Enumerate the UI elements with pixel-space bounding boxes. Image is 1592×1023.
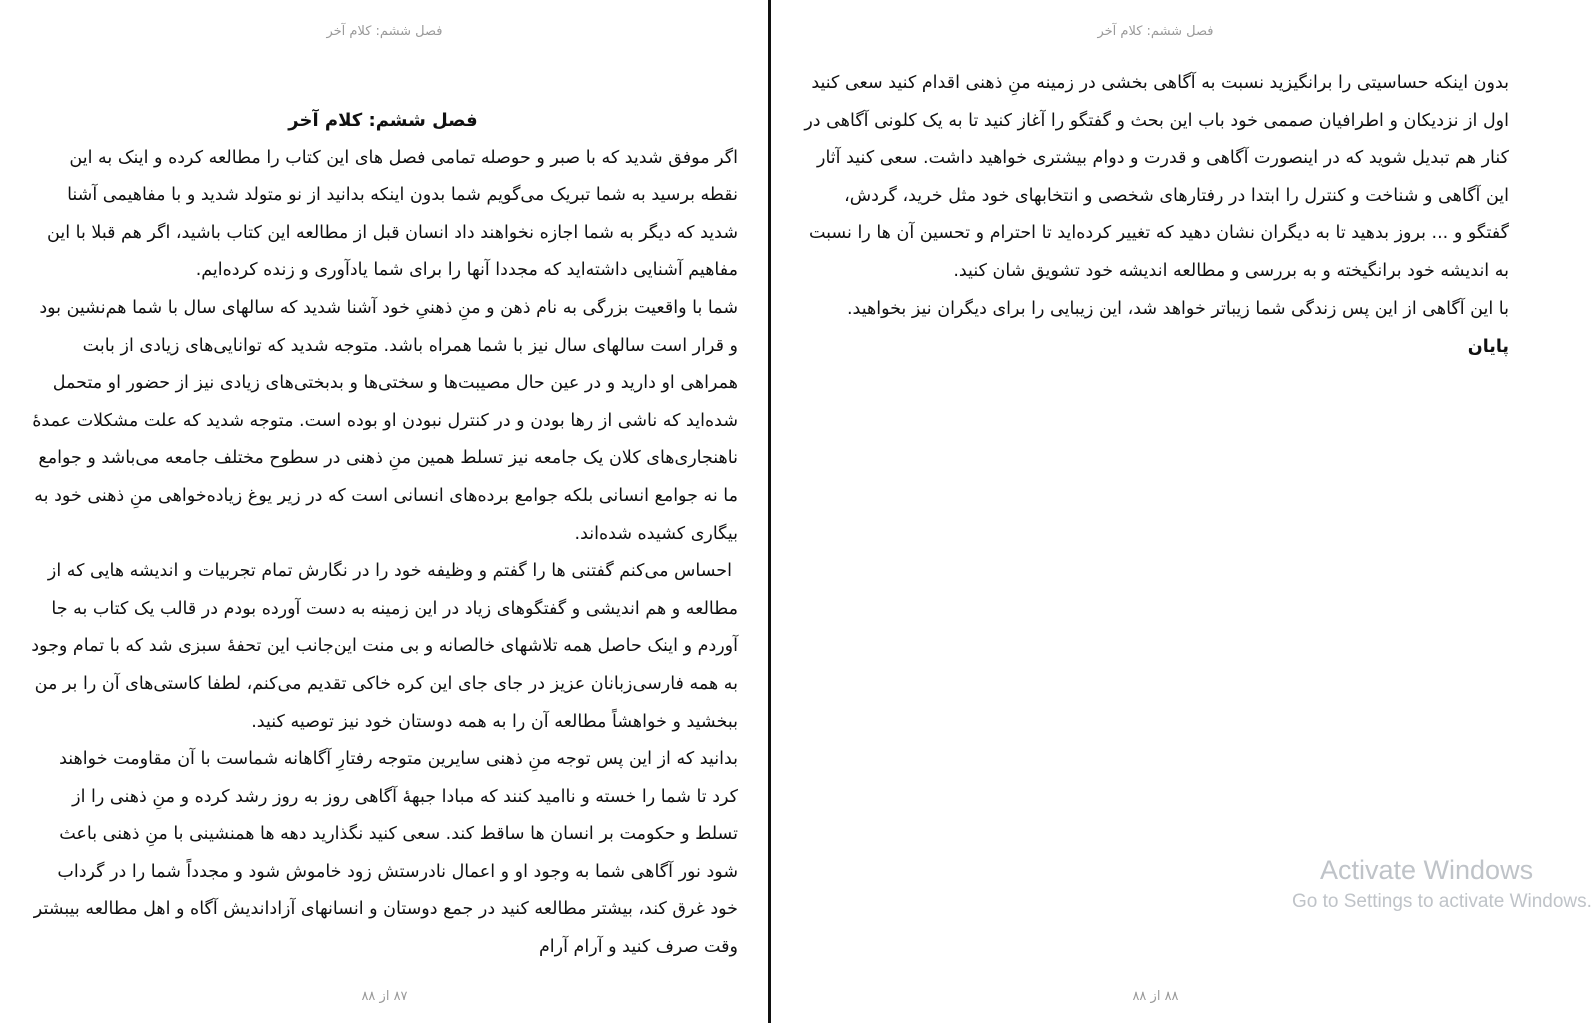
right-page-body xyxy=(804,65,1509,367)
right-paragraph-2: با این آگاهی از این پس زندگی شما زیباتر خواهد شد، این زیبایی را برای دیگران نیز بخواهید. xyxy=(846,298,1509,319)
left-page-body xyxy=(28,102,738,967)
left-paragraph-3: احساس می‌کنم گفتنی ها را گفتم و وظیفه خود را در نگارش تمام تجربیات و اندیشه هایی که از مطالعه و هم اندیشی و گفتگوهای زیاد در این زمینه به دست آورده بودم در قالب یک کتاب به جا آوردم و اینک حاصل همه تلاشهای خالصانه و بی منت این‌جانب این تحفهٔ سبزی شد که با تمام وجود به همه فارسی‌زبانان عزیز در جای جای این کره خاکی تقدیم می‌کنم، لطفا کاستی‌های آن را بر من ببخشید و خواهشاً مطالعه آن را به همه دوستان خود نیز توصیه کنید. xyxy=(31,561,738,732)
left-paragraph-1: اگر موفق شدید که با صبر و حوصله تمامی فصل های این کتاب را مطالعه کرده و اینک به این نقطه برسید به شما تبریک می‌گویم شما بدون اینکه بدانید از نو متولد شدید و با مفاهیمی آشنا شدید که دیگر به شما اجازه نخواهند داد انسان قبل از مطالعه این کتاب باشید، اگر هم قبلا با این مفاهیم آشنایی داشته‌اید که مجددا آنها را برای شما یادآوری و زنده کرده‌ایم. xyxy=(47,147,738,281)
watermark-title: Activate Windows xyxy=(1320,855,1534,885)
activate-windows-watermark xyxy=(1292,852,1592,916)
left-running-header: فصل ششم: کلام آخر xyxy=(326,24,443,39)
chapter-title: فصل ششم: کلام آخر xyxy=(288,110,478,131)
left-page-number: ۸۷ از ۸۸ xyxy=(361,989,408,1004)
right-running-header: فصل ششم: کلام آخر xyxy=(1097,24,1214,39)
left-paragraph-4: بدانید که از این پس توجه منِ ذهنی سایرین متوجه رفتارِ آگاهانه شماست با آن مقاومت خواهند کرد تا شما را خسته و ناامید کنند که مبادا جبههٔ آگاهی روز به روز رشد کرده و منِ ذهنی را از تسلط و حکومت بر انسان ها ساقط کند. سعی کنید نگذارید دهه ها همنشینی با منِ ذهنی باعث شود نور آگاهی شما به وجود او و اعمال نادرستش زود خاموش شود و مجدداً شما را در گرداب خود غرق کند، بیشتر مطالعه کنید در جمع دوستان و انسانهای آزاداندیش آگاه و اهل مطالعه بیبشتر وقت صرف کنید و آرام آرام xyxy=(33,749,738,958)
right-page-number: ۸۸ از ۸۸ xyxy=(1132,989,1179,1004)
end-mark: پایان xyxy=(1467,337,1509,358)
left-paragraph-2: شما با واقعیت بزرگی به نام ذهن و منِ ذهنیِ خود آشنا شدید که سالهای سال با شما هم‌نشین بود و قرار است سالهای سال نیز با شما همراه باشد. متوجه شدید که توانایی‌های زیادی از بابت همراهی او دارید و در عین حال مصیبت‌ها و سختی‌ها و بدبختی‌های زیادی نیز از حضور او متحمل شده‌اید که ناشی از رها بودن و در کنترل نبودن او بوده است. متوجه شدید که علت مشکلات عمدهٔ ناهنجاری‌های کلان یک جامعه نیز تسلط همین منِ ذهنی در سطوح مختلف جامعه می‌باشد و جوامع ما نه جوامع انسانی بلکه جوامع برده‌های انسانی است که در زیر یوغ زیاده‌خواهی منِ ذهنی خود به بیگاری کشیده شده‌اند. xyxy=(32,297,738,544)
watermark-subtitle: Go to Settings to activate Windows. xyxy=(1292,891,1592,912)
right-paragraph-1: بدون اینکه حساسیتی را برانگیزید نسبت به آگاهی بخشی در زمینه منِ ذهنی اقدام کنید سعی کنید اول از نزدیکان و اطرافیان صممی خود باب این بحث و گفتگو را آغاز کنید تا به یک کلونی آگاهی در کنار هم تبدیل شوید که در اینصورت آگاهی و قدرت و دوام بیشتری خواهید داشت. سعی کنید آثار این آگاهی و شناخت و کنترل را ابتدا در رفتارهای شخصی و انتخابهای خود مثل خرید، گردش، گفتگو و ... بروز بدهید تا به دیگران نشان دهید که تغییر کرده‌اید تا احترام و تحسین آن ها را نسبت به اندیشه خود برانگیخته و به بررسی و مطالعه اندیشه خود تشویق شان کنید. xyxy=(804,73,1509,281)
page-divider xyxy=(768,0,771,1023)
left-page xyxy=(0,0,769,1023)
